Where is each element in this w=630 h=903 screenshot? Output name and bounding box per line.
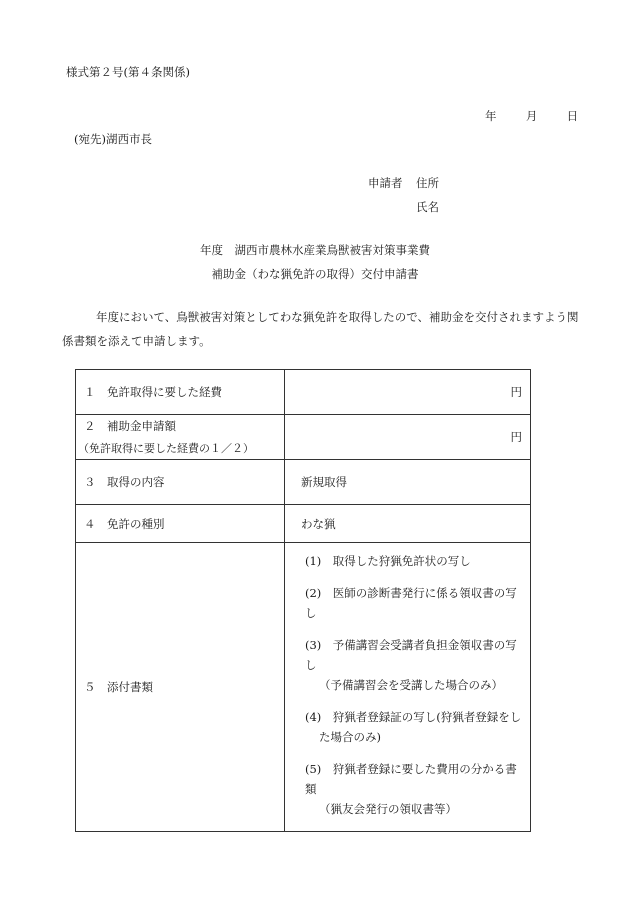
row5-label: ５ 添付書類: [76, 543, 285, 832]
name-label: 氏名: [416, 200, 439, 214]
addressee: (宛先)湖西市長: [74, 132, 152, 146]
address-label: 住所: [416, 176, 439, 190]
table-row: [76, 370, 531, 415]
attachment-list: [305, 551, 522, 819]
attachment-item-4-cont: た場合のみ): [319, 730, 381, 744]
row1-value: 円: [285, 370, 531, 415]
document-title-line2: 補助金（わな猟免許の取得）交付申請書: [211, 267, 419, 281]
attachment-item-3: (3) 予備講習会受講者負担金領収書の写し: [305, 638, 517, 672]
list-item: [305, 707, 522, 747]
table-row: [76, 505, 531, 543]
form-number: 様式第２号(第４条関係): [66, 65, 190, 79]
applicant-label: 申請者: [368, 176, 403, 190]
row4-label: ４ 免許の種別: [76, 505, 285, 543]
date-year: 年: [485, 109, 497, 123]
list-item: [305, 583, 522, 623]
row3-label: ３ 取得の内容: [76, 460, 285, 505]
table-row: [76, 543, 531, 832]
attachment-item-3-cont: （予備講習会を受講した場合のみ）: [319, 678, 503, 692]
row4-value: わな猟: [285, 505, 531, 543]
attachment-item-1: (1) 取得した狩猟免許状の写し: [305, 554, 471, 568]
list-item: [305, 759, 522, 819]
row2-label-cell: [76, 415, 285, 460]
row2-sublabel: （免許取得に要した経費の１／２）: [78, 442, 254, 455]
table-row: [76, 460, 531, 505]
date-day: 日: [566, 109, 579, 123]
list-item: [305, 551, 522, 571]
body-text: 年度において、鳥獣被害対策としてわな猟免許を取得したので、補助金を交付されますよう関係書類を添えて申請します。: [62, 310, 579, 348]
attachment-item-4: (4) 狩猟者登録証の写し(狩猟者登録をし: [305, 710, 522, 724]
row2-value: 円: [285, 415, 531, 460]
list-item: [305, 635, 522, 695]
date-line: [485, 108, 578, 124]
attachment-item-5-cont: （猟友会発行の領収書等）: [319, 802, 457, 816]
document-title-line1: 年度 湖西市農林水産業鳥獣被害対策事業費: [200, 243, 430, 257]
row2-label: ２ 補助金申請額: [84, 419, 176, 433]
application-table: [75, 369, 531, 832]
date-month: 月: [525, 109, 538, 123]
table-row: [76, 415, 531, 460]
row3-value: 新規取得: [285, 460, 531, 505]
attachment-item-2: (2) 医師の診断書発行に係る領収書の写し: [305, 586, 517, 620]
attachment-item-5: (5) 狩猟者登録に要した費用の分かる書類: [305, 762, 517, 796]
row1-label: １ 免許取得に要した経費: [76, 370, 285, 415]
row5-value: [285, 543, 531, 832]
